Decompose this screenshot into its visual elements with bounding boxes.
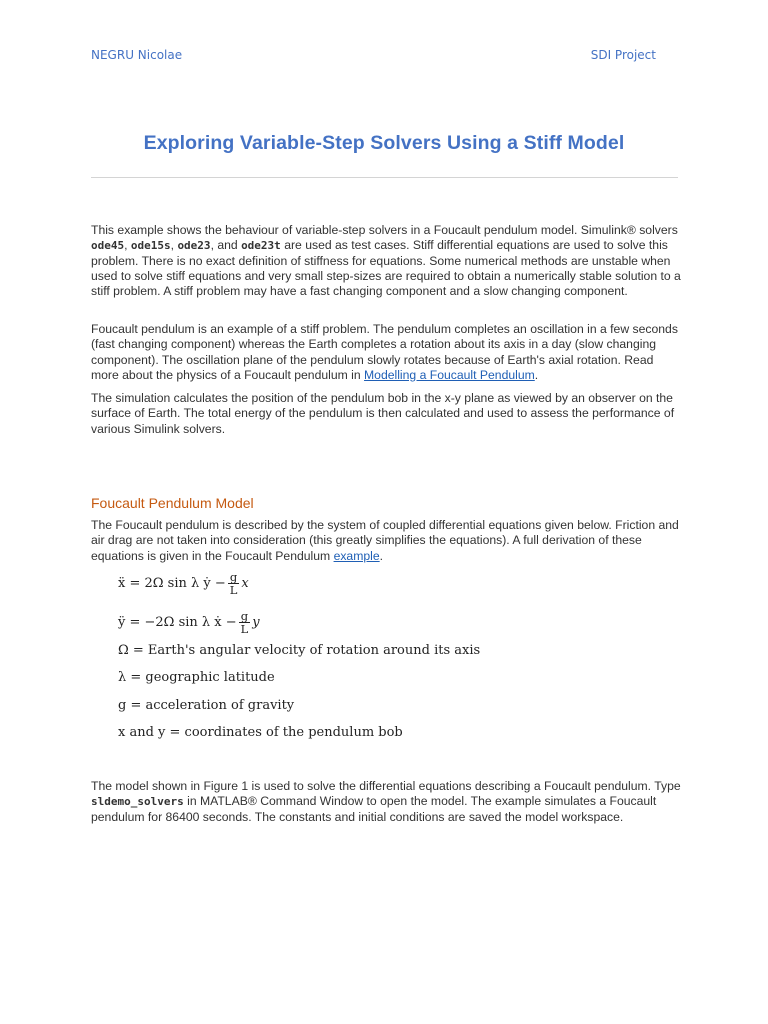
- code-sldemo-solvers: sldemo_solvers: [91, 795, 184, 809]
- fraction-g-over-L: [228, 571, 240, 596]
- modelling-foucault-link[interactable]: Modelling a Foucault Pendulum: [364, 367, 535, 382]
- simulation-paragraph: The simulation calculates the position of the pendulum bob in the x-y plane as viewed by an observer on the surface of Earth. The total energy of the pendulum is then calculated and used to assess the performance of various Simulink solvers.: [91, 391, 675, 436]
- intro-text: This example shows the behaviour of variable-step solvers in a Foucault pendulum model. Simulink® solvers: [91, 223, 678, 237]
- fraction-denominator: L: [240, 622, 249, 636]
- intro-sep: ,: [124, 238, 131, 253]
- intro-sep: ,: [170, 238, 178, 253]
- paragraph-text: The model shown in Figure 1 is used to solve the differential equations describing a Foucault pendulum. Type: [91, 779, 681, 793]
- fraction-denominator: L: [229, 583, 238, 597]
- intro-paragraph: [91, 223, 683, 299]
- code-ode23: ode23: [177, 239, 211, 253]
- paragraph-text: The Foucault pendulum is described by the system of coupled differential equations given below. Friction and air drag are not taken into consideration (this greatly simplifies the equations). A full derivation of these equations is given in the Foucault Pendulum: [91, 518, 679, 563]
- model-description-paragraph: [91, 518, 683, 564]
- equation-x-lhs: ẍ = 2Ω sin λ ẏ −: [118, 576, 226, 591]
- code-ode45: ode45: [91, 239, 125, 253]
- title-divider: [91, 177, 678, 178]
- fraction-numerator: g: [239, 610, 251, 623]
- paragraph-end: .: [379, 548, 384, 563]
- fraction-g-over-L: [239, 610, 251, 635]
- code-ode23t: ode23t: [241, 239, 281, 253]
- equation-x-tail: x: [241, 576, 249, 591]
- equation-y-lhs: ÿ = −2Ω sin λ ẋ −: [118, 615, 237, 630]
- definition-omega: Ω = Earth's angular velocity of rotation around its axis: [118, 643, 481, 658]
- header-author: NEGRU Nicolae: [91, 48, 183, 62]
- page-title: Exploring Variable-Step Solvers Using a Stiff Model: [143, 132, 625, 154]
- equation-y: [118, 610, 260, 635]
- equation-y-tail: y: [252, 615, 260, 630]
- intro-sep: , and: [210, 238, 242, 253]
- paragraph-end: .: [534, 367, 539, 382]
- definition-lambda: λ = geographic latitude: [118, 670, 275, 685]
- example-link[interactable]: example: [333, 548, 380, 563]
- definition-xy: x and y = coordinates of the pendulum bob: [118, 725, 403, 740]
- stiff-problem-paragraph: [91, 322, 683, 383]
- intro-text-rest: are used as test cases. Stiff differential equations are used to solve this problem. There is no exact definition of stiffness for equations. Some numerical methods are unstable when used to solve stiff equations and very small step-sizes are required to obtain a numerically stable solution to a stiff problem. A stiff problem may have a fast changing component and a slow changing component.: [91, 238, 681, 299]
- equation-x: [118, 571, 249, 596]
- fraction-numerator: g: [228, 571, 240, 584]
- header-project: SDI Project: [590, 48, 656, 62]
- paragraph-text: Foucault pendulum is an example of a stiff problem. The pendulum completes an oscillation in a few seconds (fast changing component) whereas the Earth completes a rotation about its axis in a day (slow changing component). The oscillation plane of the pendulum slowly rotates because of Earth's axial rotation. Read more about the physics of a Foucault pendulum in: [91, 322, 678, 382]
- code-ode15s: ode15s: [130, 239, 171, 253]
- figure-paragraph: [91, 779, 683, 825]
- section-heading: Foucault Pendulum Model: [91, 495, 254, 511]
- paragraph-text-rest: in MATLAB® Command Window to open the model. The example simulates a Foucault pendulum for 86400 seconds. The constants and initial conditions are saved the model workspace.: [91, 794, 657, 824]
- definition-g: g = acceleration of gravity: [118, 698, 295, 713]
